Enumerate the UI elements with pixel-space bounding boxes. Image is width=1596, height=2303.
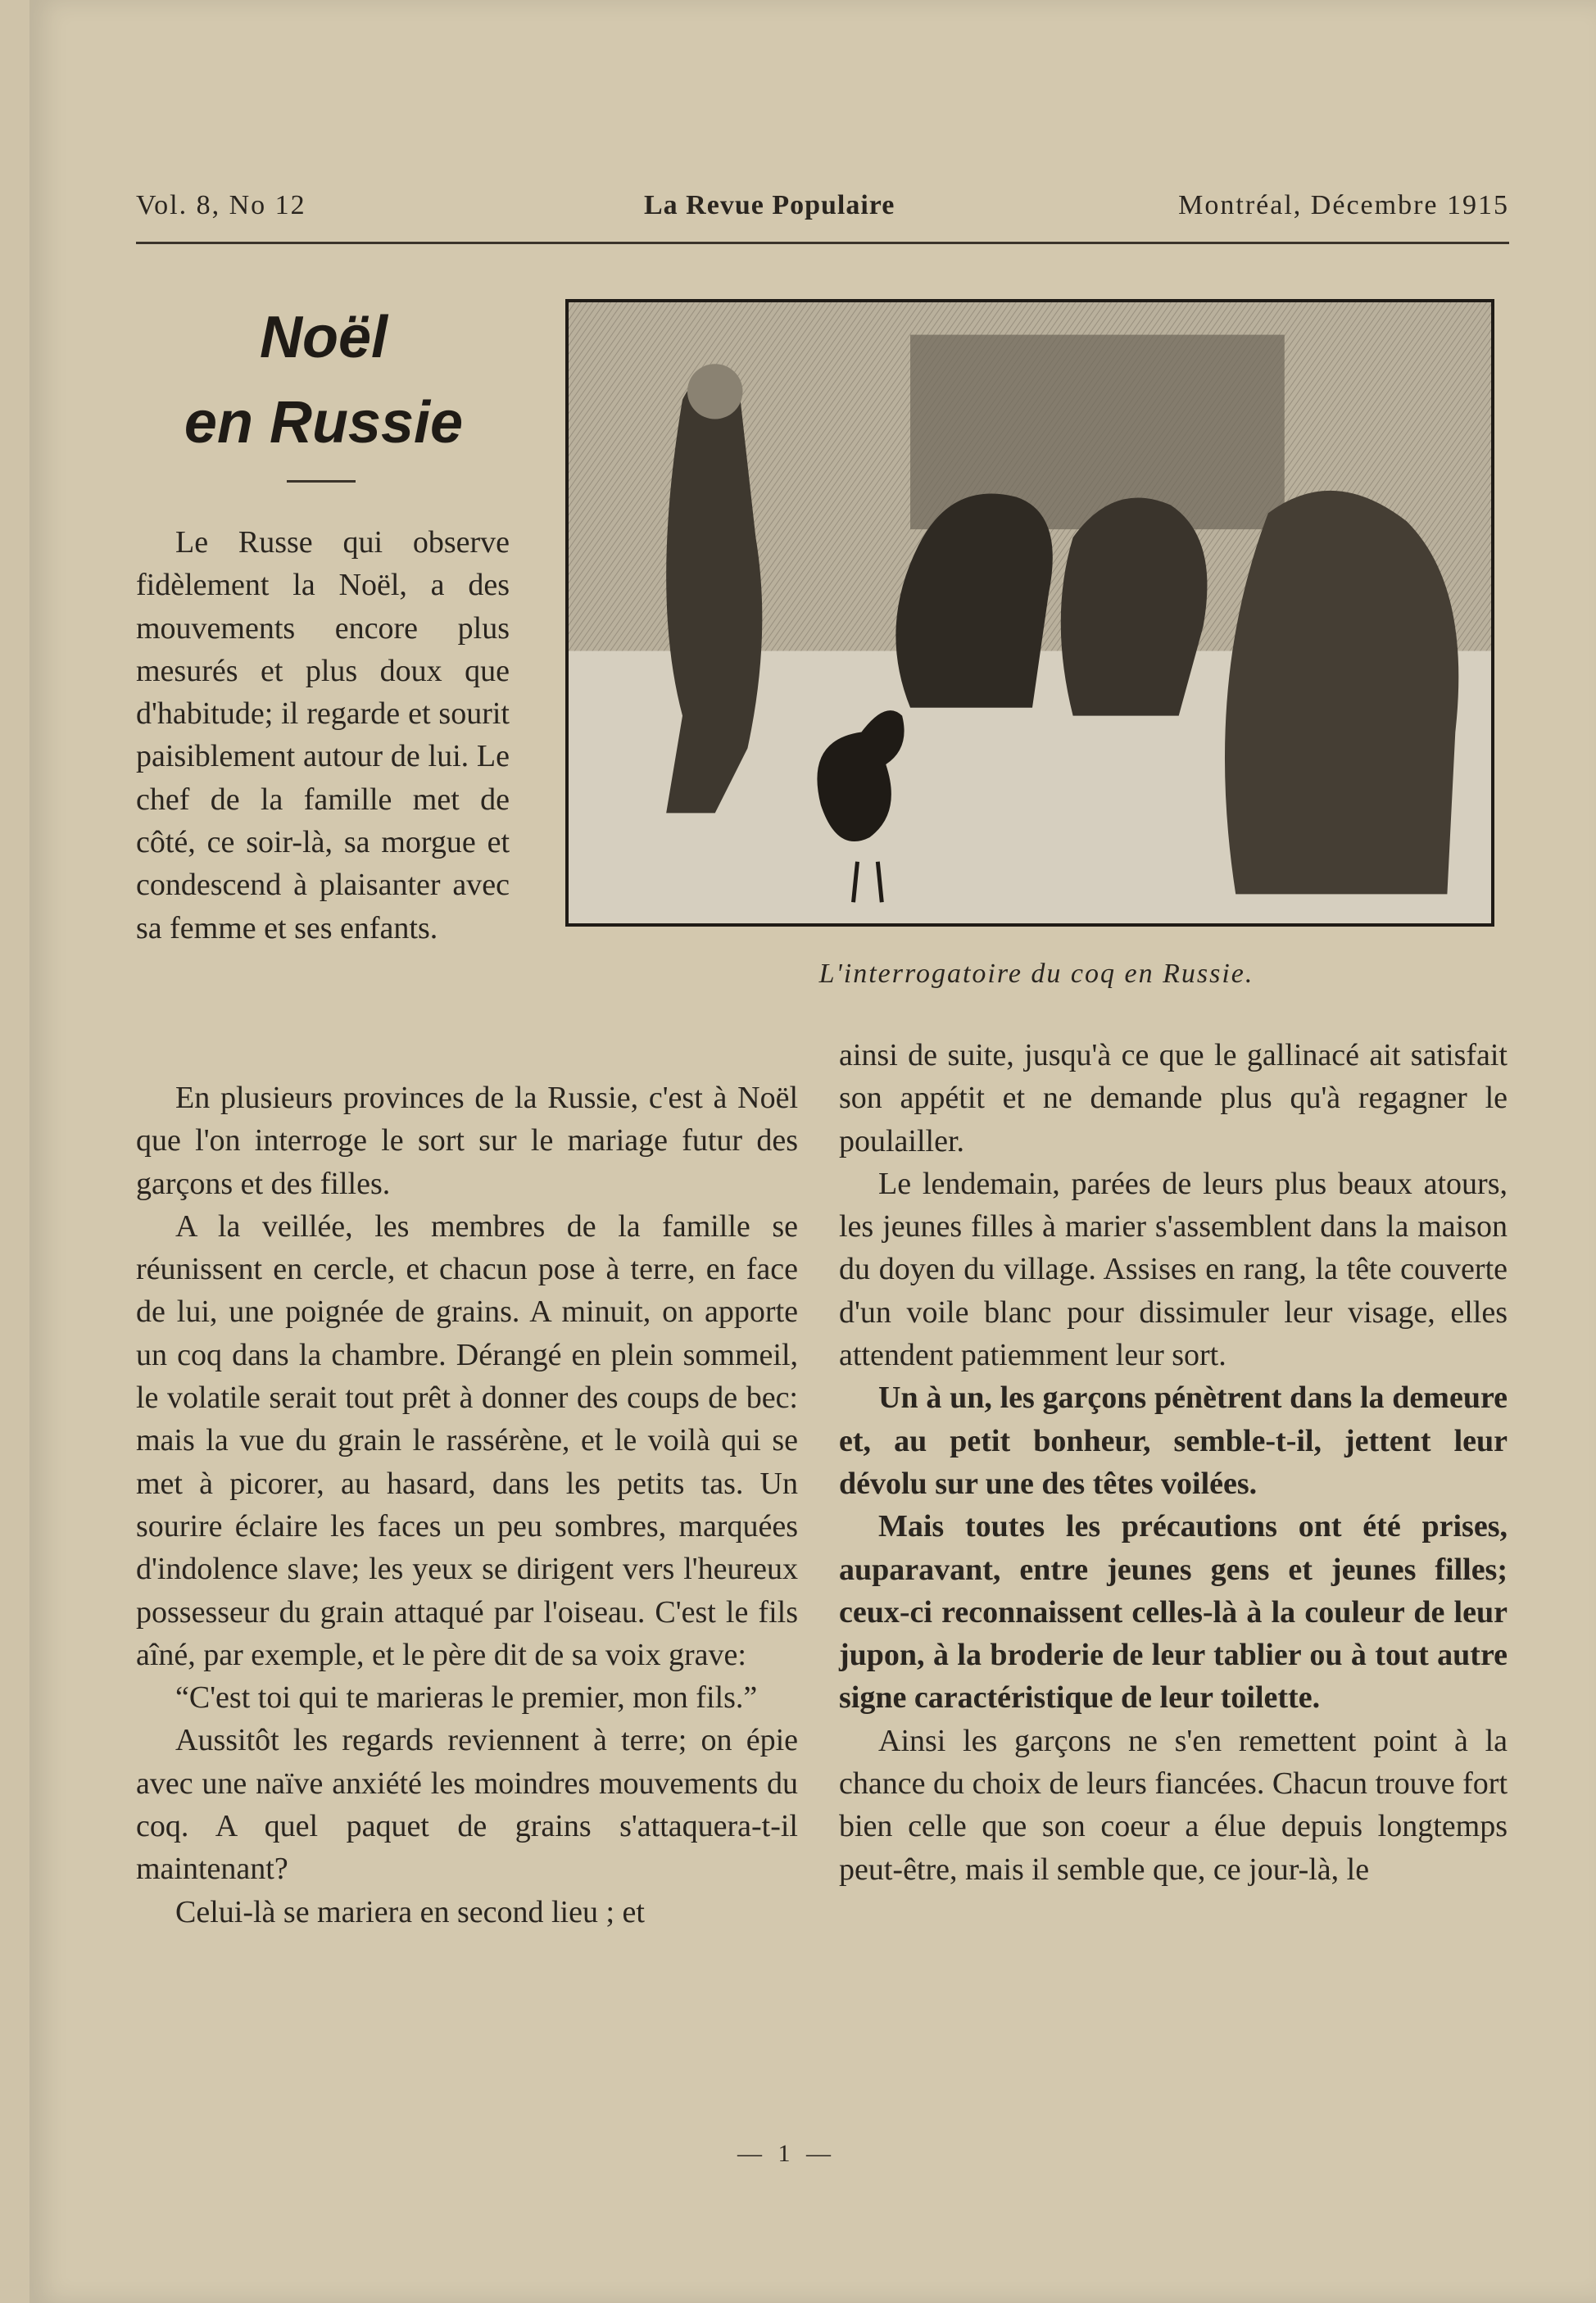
page-number: — 1 — — [737, 2140, 836, 2167]
paragraph: Le Russe qui observe fidèlement la Noël, a des mouvements encore plus mesurés et plus doux que d'habitude; il regarde et sourit paisiblement autour de lui. Le chef de la famille met de côté, ce soir-là, sa morgue et condescend à plaisanter avec sa femme et ses enfants. — [136, 525, 510, 945]
paragraph: Un à un, les garçons pénètrent dans la demeure et, au petit bonheur, semble-t-il, jettent leur dévolu sur une des têtes voilées. — [839, 1380, 1508, 1501]
paragraph: A la veillée, les membres de la famille se réunissent en cercle, et chacun pose à terre, en face de lui, une poignée de grains. A minuit, on apporte un coq dans la chambre. Dérangé en plein sommeil, le volatile serait tout prêt à donner des coups de bec: mais la vue du grain le rassérène, et le voilà qui se met à picorer, au hasard, dans les petits tas. Un sourire éclaire les faces un peu sombres, marquées d'indolence slave; les yeux se dirigent vers l'heureux possesseur du grain attaqué par l'oiseau. C'est le fils aîné, par exemple, et le père dit de sa voix grave: — [136, 1208, 798, 1672]
paragraph: Aussitôt les regards reviennent à terre; on épie avec une naïve anxiété les moindres mouvements du coq. A quel paquet de grains s'attaquera-t-il maintenant? — [136, 1723, 798, 1887]
article-column-intro — [136, 521, 510, 950]
paragraph: ainsi de suite, jusqu'à ce que le gallinacé ait satisfait son appétit et ne demande plus qu'à regagner le poulailler. — [839, 1038, 1508, 1158]
volume-number: Vol. 8, No 12 — [136, 190, 306, 220]
article-column-left — [136, 1077, 798, 1934]
journal-title: La Revue Populaire — [644, 190, 895, 220]
rooster-scene-image — [569, 302, 1491, 923]
place-date: Montréal, Décembre 1915 — [1178, 190, 1509, 220]
article-title — [164, 295, 483, 465]
paragraph: Ainsi les garçons ne s'en remettent point à la chance du choix de leurs fiancées. Chacun trouve fort bien celle que son coeur a élue depuis longtemps peut-être, mais il semble que, ce jour-là, le — [839, 1723, 1508, 1887]
paragraph: En plusieurs provinces de la Russie, c'est à Noël que l'on interroge le sort sur le mariage futur des garçons et des filles. — [136, 1081, 798, 1201]
article-title-line-2: en Russie — [184, 390, 464, 456]
article-title-line-1: Noël — [259, 305, 388, 370]
paragraph: Mais toutes les précautions ont été prises, auparavant, entre jeunes gens et jeunes filles; ceux-ci reconnaissent celles-là à la couleur de leur jupon, à la broderie de leur tablier ou à tout autre signe caractéristique de leur toilette. — [839, 1509, 1508, 1716]
engraving-illustration — [565, 299, 1494, 927]
paragraph: “C'est toi qui te marieras le premier, mon fils.” — [175, 1680, 758, 1716]
header-rule — [136, 242, 1509, 244]
title-rule — [287, 480, 356, 483]
paragraph: Le lendemain, parées de leurs plus beaux atours, les jeunes filles à marier s'assemblent dans la maison du doyen du village. Assises en rang, la tête couverte d'un voile blanc pour dissimuler leur visage, elles attendent patiemment leur sort. — [839, 1166, 1508, 1373]
paragraph: Celui-là se mariera en second lieu ; et — [175, 1894, 645, 1929]
article-column-right — [839, 1034, 1508, 1891]
illustration-caption: L'interrogatoire du coq en Russie. — [818, 959, 1254, 989]
